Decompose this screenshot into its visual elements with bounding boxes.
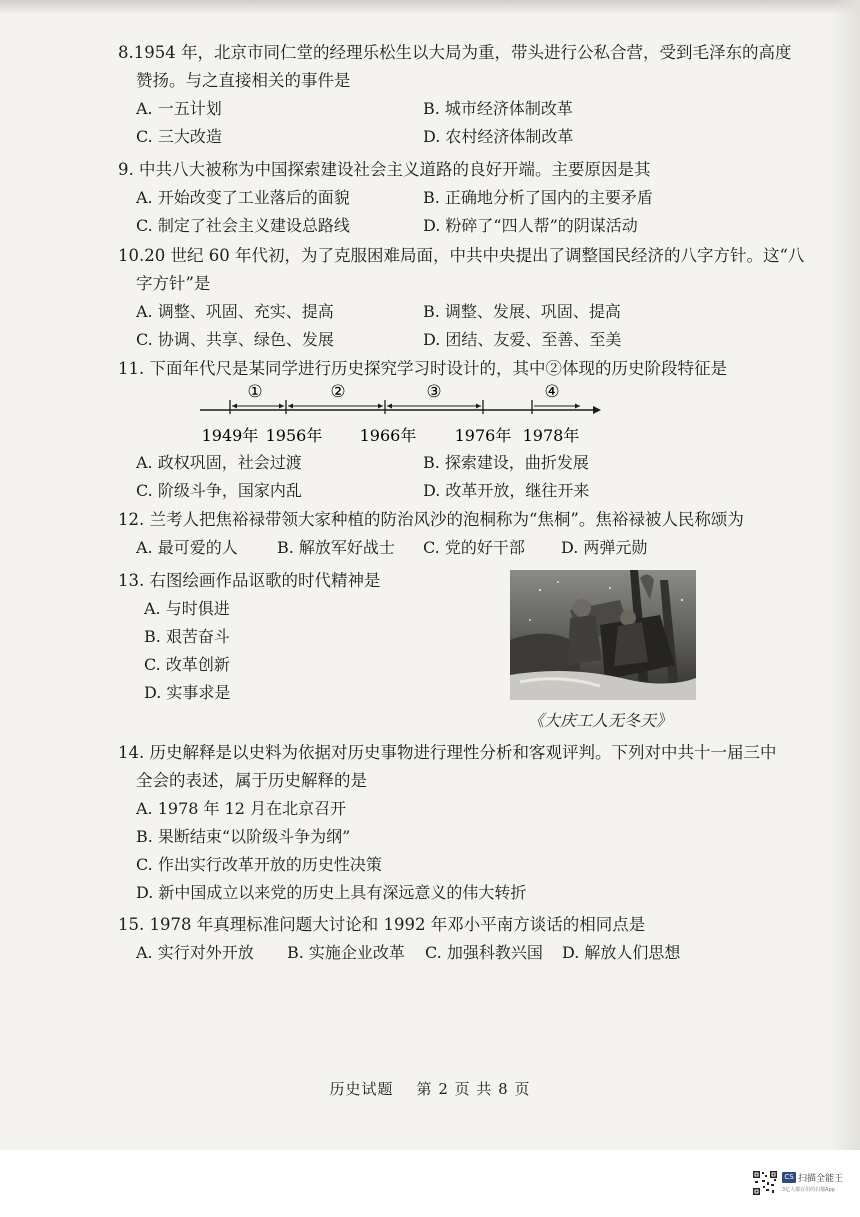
era-year-1978: 1978年 [522,426,580,445]
scanner-app-name: 扫描全能王 [798,1174,844,1184]
era-marker-4: ④ [544,382,560,402]
era-marker-2: ② [330,382,346,402]
q15-option-a: A. 实行对外开放 [136,943,254,962]
q9-option-a: A. 开始改变了工业落后的面貌 [136,188,350,207]
q10-option-c: C. 协调、共享、绿色、发展 [136,330,334,349]
q11-stem: 11. 下面年代尺是某同学进行历史探究学习时设计的，其中②体现的历史阶段特征是 [118,359,727,378]
q14-option-b: B. 果断结束“以阶级斗争为纲” [136,827,351,846]
q13-option-c: C. 改革创新 [144,655,230,674]
q12-option-c: C. 党的好干部 [423,538,525,557]
q8-option-d: D. 农村经济体制改革 [423,127,574,146]
scanner-tagline: 3亿人都在用的扫描App [782,1187,835,1193]
q12-option-d: D. 两弹元勋 [561,538,648,557]
camscanner-logo: CS [782,1172,796,1183]
q11-option-d: D. 改革开放，继往开来 [423,481,590,500]
q13-option-a: A. 与时俱进 [144,599,230,618]
page-right-shadow [830,0,860,1150]
q8-option-a: A. 一五计划 [136,99,222,118]
painting-photo [510,570,696,700]
q8-option-c: C. 三大改造 [136,127,222,146]
q14-stem-line-1: 14. 历史解释是以史料为依据对历史事物进行理性分析和客观评判。下列对中共十一届三中 [118,743,777,762]
q13-stem: 13. 右图绘画作品讴歌的时代精神是 [118,571,381,590]
scanner-watermark [752,1170,844,1198]
q12-option-b: B. 解放军好战士 [277,538,395,557]
q11-option-b: B. 探索建设，曲折发展 [423,453,589,472]
q9-option-c: C. 制定了社会主义建设总路线 [136,216,350,235]
q8-option-b: B. 城市经济体制改革 [423,99,573,118]
era-ruler [195,380,605,454]
era-marker-3: ③ [426,382,442,402]
q14-option-a: A. 1978 年 12 月在北京召开 [136,799,347,818]
era-marker-1: ① [247,382,263,402]
q15-stem: 15. 1978 年真理标准问题大讨论和 1992 年邓小平南方谈话的相同点是 [118,915,646,934]
q14-stem-line-2: 全会的表述，属于历史解释的是 [136,771,367,790]
q12-stem: 12. 兰考人把焦裕禄带领大家种植的防治风沙的泡桐称为“焦桐”。焦裕禄被人民称颂为 [118,510,744,529]
q15-option-c: C. 加强科教兴国 [425,943,543,962]
q13-option-d: D. 实事求是 [144,683,231,702]
q13-option-b: B. 艰苦奋斗 [144,627,230,646]
q9-option-d: D. 粉碎了“四人帮”的阴谋活动 [423,216,638,235]
era-year-1966: 1966年 [359,426,417,445]
q11-option-c: C. 阶级斗争，国家内乱 [136,481,302,500]
q10-option-a: A. 调整、巩固、充实、提高 [136,302,334,321]
q8-stem-line-1: 8.1954 年，北京市同仁堂的经理乐松生以大局为重，带头进行公私合营，受到毛泽东的高度 [118,43,792,62]
era-year-1956: 1956年 [265,426,323,445]
q10-stem-line-1: 10.20 世纪 60 年代初，为了克服困难局面，中共中央提出了调整国民经济的八字方针。这“八 [118,246,805,265]
q10-option-d: D. 团结、友爱、至善、至美 [423,330,622,349]
era-year-1949: 1949年 [201,426,259,445]
painting-caption: 《大庆工人无冬天》 [528,711,673,730]
q10-option-b: B. 调整、发展、巩固、提高 [423,302,621,321]
page-top-shadow [0,0,860,14]
page-footer: 历史试题 第 2 页 共 8 页 [329,1080,531,1098]
era-year-1976: 1976年 [454,426,512,445]
scan-margin [0,1150,860,1217]
q9-stem: 9. 中共八大被称为中国探索建设社会主义道路的良好开端。主要原因是其 [118,160,651,179]
q8-stem-line-2: 赞扬。与之直接相关的事件是 [136,71,351,90]
qr-code-icon [752,1170,778,1196]
q11-option-a: A. 政权巩固，社会过渡 [136,453,302,472]
q12-option-a: A. 最可爱的人 [136,538,238,557]
q9-option-b: B. 正确地分析了国内的主要矛盾 [423,188,653,207]
q14-option-d: D. 新中国成立以来党的历史上具有深远意义的伟大转折 [136,883,527,902]
q15-option-b: B. 实施企业改革 [287,943,405,962]
q14-option-c: C. 作出实行改革开放的历史性决策 [136,855,382,874]
q15-option-d: D. 解放人们思想 [562,943,681,962]
q10-stem-line-2: 字方针”是 [136,274,211,293]
